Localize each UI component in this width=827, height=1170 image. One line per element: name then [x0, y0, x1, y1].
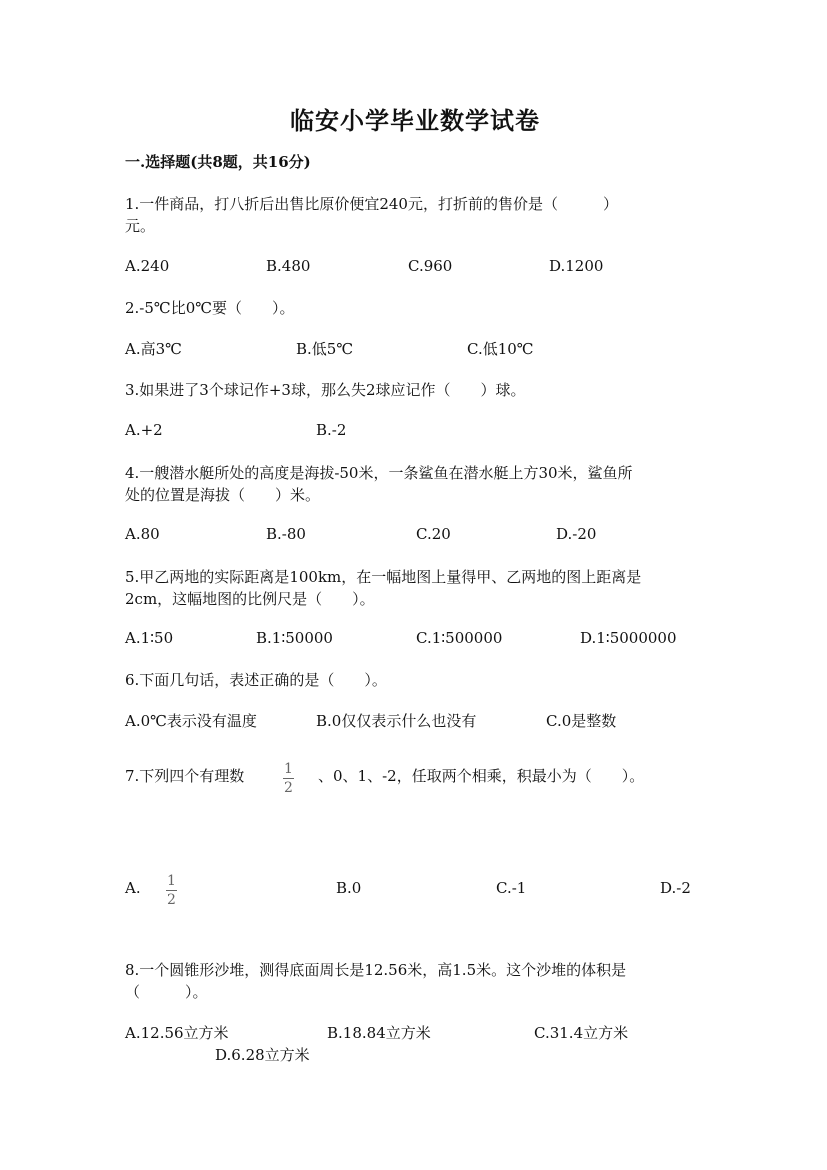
question-3-option-a: A.+2 — [125, 421, 163, 439]
question-4-option-d: D.-20 — [556, 525, 597, 543]
fraction-bar — [283, 778, 294, 779]
fraction-denominator: 2 — [167, 892, 176, 908]
question-4-option-b: B.-80 — [266, 525, 306, 543]
question-5-option-b: B.1∶50000 — [256, 629, 333, 647]
option-a-fraction — [166, 874, 177, 907]
question-1-line-2: 元。 — [125, 217, 156, 235]
question-1-option-c: C.960 — [408, 257, 453, 275]
question-5-option-a: A.1∶50 — [125, 629, 174, 647]
question-7-option-c: C.-1 — [496, 879, 527, 897]
question-7-option-a: A. — [125, 879, 141, 897]
question-1-option-d: D.1200 — [549, 257, 604, 275]
question-8-option-c: C.31.4立方米 — [534, 1024, 629, 1042]
question-1-option-a: A.240 — [125, 257, 170, 275]
question-4-line-1: 4.一艘潜水艇所处的高度是海拔-50米，一条鲨鱼在潜水艇上方30米，鲨鱼所 — [125, 464, 633, 482]
question-7-text-before: 7.下列四个有理数 — [125, 767, 245, 785]
question-6-option-b: B.0仅仅表示什么也没有 — [316, 712, 477, 730]
question-8-line-1: 8.一个圆锥形沙堆，测得底面周长是12.56米，高1.5米。这个沙堆的体积是 — [125, 961, 627, 979]
question-2-option-b: B.低5℃ — [296, 340, 354, 358]
fraction-numerator: 1 — [284, 761, 293, 777]
question-4-option-a: A.80 — [125, 525, 160, 543]
question-7-option-b: B.0 — [336, 879, 362, 897]
question-3-option-b: B.-2 — [316, 421, 347, 439]
question-7-option-d: D.-2 — [660, 879, 691, 897]
fraction-one-half — [283, 762, 294, 795]
question-8-option-a: A.12.56立方米 — [125, 1024, 229, 1042]
fraction-denominator: 2 — [284, 780, 293, 796]
question-6-option-c: C.0是整数 — [546, 712, 617, 730]
section-heading: 一.选择题(共8题，共16分) — [125, 153, 311, 171]
question-2-text: 2.-5℃比0℃要（ ）。 — [125, 299, 295, 317]
question-4-line-2: 处的位置是海拔（ ）米。 — [125, 486, 321, 504]
question-5-option-c: C.1∶500000 — [416, 629, 503, 647]
fraction-numerator: 1 — [167, 873, 176, 889]
question-5-line-1: 5.甲乙两地的实际距离是100km，在一幅地图上量得甲、乙两地的图上距离是 — [125, 568, 642, 586]
question-2-option-a: A.高3℃ — [125, 340, 182, 358]
fraction-bar — [166, 890, 177, 891]
question-7-text-after: 、0、1、-2，任取两个相乘，积最小为（ ）。 — [318, 767, 645, 785]
page-title: 临安小学毕业数学试卷 — [290, 106, 540, 135]
question-1-line-1: 1.一件商品，打八折后出售比原价便宜240元，打折前的售价是（ ） — [125, 195, 618, 213]
question-6-text: 6.下面几句话，表述正确的是（ ）。 — [125, 671, 387, 689]
question-1-option-b: B.480 — [266, 257, 311, 275]
question-8-option-b: B.18.84立方米 — [327, 1024, 431, 1042]
question-3-text: 3.如果进了3个球记作+3球，那么失2球应记作（ ）球。 — [125, 381, 526, 399]
question-5-line-2: 2cm，这幅地图的比例尺是（ ）。 — [125, 590, 375, 608]
question-6-option-a: A.0℃表示没有温度 — [125, 712, 257, 730]
question-5-option-d: D.1∶5000000 — [580, 629, 677, 647]
question-4-option-c: C.20 — [416, 525, 451, 543]
question-2-option-c: C.低10℃ — [467, 340, 534, 358]
question-8-option-d: D.6.28立方米 — [215, 1046, 310, 1064]
question-8-line-2: （ ）。 — [125, 983, 208, 1001]
